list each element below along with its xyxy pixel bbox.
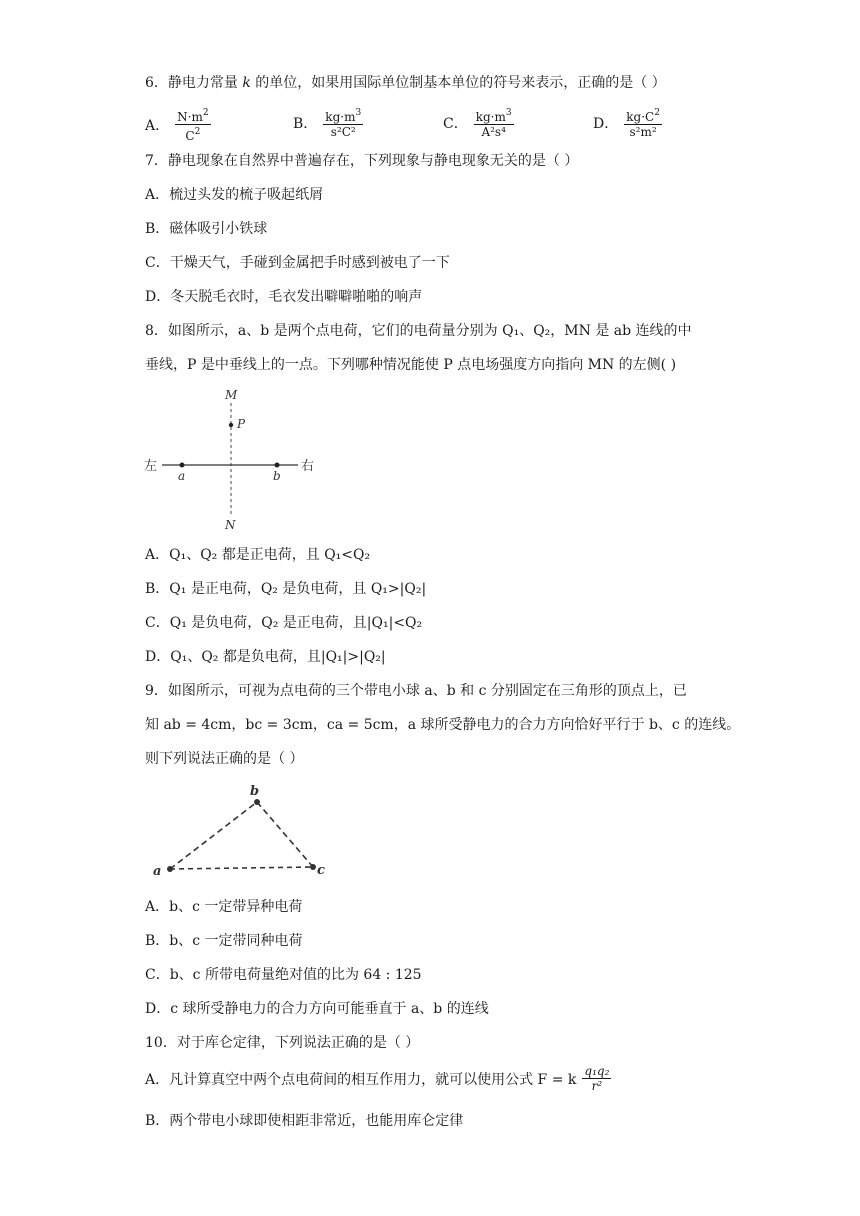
q6-option-b-fraction (323, 106, 363, 139)
q6-option-c-label: C． (443, 115, 468, 132)
q6-stem-k: k (242, 75, 251, 91)
q9-stem-line2: 知 ab = 4cm，bc = 3cm，ca = 5cm，a 球所受静电力的合力方向恰好平行于 b、c 的连线。 (145, 717, 741, 733)
q6-a-num: N·m (177, 110, 203, 124)
q6-d-den: s²m² (629, 125, 657, 139)
q6-c-num: kg·m (475, 110, 506, 124)
q6-a-num-sup: 2 (202, 108, 209, 118)
q8-label-left: 左 (144, 459, 158, 474)
q10-option-a-text: A．凡计算真空中两个点电荷间的相互作用力，就可以使用公式 F = k (145, 1071, 577, 1088)
q6-stem-a: 6．静电力常量 (145, 75, 243, 91)
q8-label-p: P (237, 417, 246, 431)
q8-label-m: M (225, 388, 238, 402)
q6-option-c (443, 106, 514, 139)
q7-option-a: A．梳过头发的梳子吸起纸屑 (145, 187, 324, 203)
q8-stem-line1: 8．如图所示，a、b 是两个点电荷，它们的电荷量分别为 Q₁、Q₂，MN 是 ab 连线的中 (145, 323, 692, 339)
q6-b-num: kg·m (325, 110, 356, 124)
q6-option-b (293, 106, 363, 139)
q6-option-c-fraction (474, 106, 514, 139)
q8-label-b: b (273, 469, 281, 483)
q6-stem-b: 的单位，如果用国际单位制基本单位的符号来表示，正确的是（ ） (250, 75, 666, 91)
q10-option-a (145, 1064, 611, 1093)
q9-ball-b (254, 799, 260, 805)
q6-option-d-fraction (624, 106, 662, 139)
q8-label-n: N (225, 518, 236, 532)
q6-option-d-label: D． (593, 115, 619, 132)
q9-side-bc (257, 802, 313, 867)
q6-option-a (145, 106, 211, 143)
q9-label-c: c (317, 863, 325, 878)
q9-option-b: B．b、c 一定带同种电荷 (145, 933, 303, 949)
q9-label-b: b (250, 784, 260, 799)
q10-formula-fraction (582, 1064, 611, 1093)
q10-formula-den: r² (591, 1079, 603, 1093)
q7-option-d: D．冬天脱毛衣时，毛衣发出噼噼啪啪的响声 (145, 289, 423, 305)
q6-a-den: C (185, 129, 195, 143)
q9-ball-c (310, 864, 316, 870)
q6-d-num: kg·C (626, 110, 655, 124)
q8-option-b: B．Q₁ 是正电荷，Q₂ 是负电荷，且 Q₁>|Q₂| (145, 581, 427, 597)
q9-stem-line3: 则下列说法正确的是（ ） (145, 751, 304, 767)
q7-stem: 7．静电现象在自然界中普遍存在，下列现象与静电现象无关的是（ ） (145, 153, 579, 169)
q10-formula-num: q₁q₂ (584, 1064, 610, 1078)
q8-option-d: D．Q₁、Q₂ 都是负电荷，且|Q₁|>|Q₂| (145, 649, 386, 665)
q8-point-a (180, 463, 185, 468)
q9-side-ab (170, 802, 257, 869)
q10-stem: 10．对于库仑定律，下列说法正确的是（ ） (145, 1035, 420, 1051)
q6-option-b-label: B． (293, 115, 318, 132)
q8-point-p (229, 423, 233, 427)
q6-stem (145, 72, 666, 94)
q6-b-num-sup: 3 (355, 108, 362, 118)
q8-option-c: C．Q₁ 是负电荷，Q₂ 是正电荷，且|Q₁|<Q₂ (145, 615, 423, 631)
q8-figure (140, 385, 330, 535)
q9-option-d: D．c 球所受静电力的合力方向可能垂直于 a、b 的连线 (145, 1001, 489, 1017)
q6-c-den: A²s⁴ (481, 125, 506, 139)
q7-option-b: B．磁体吸引小铁球 (145, 221, 268, 237)
q8-point-b (275, 463, 280, 468)
q7-option-c: C．干燥天气，手碰到金属把手时感到被电了一下 (145, 255, 450, 271)
q6-c-num-sup: 3 (505, 108, 512, 118)
q9-option-a: A．b、c 一定带异种电荷 (145, 899, 303, 915)
q9-ball-a (167, 866, 173, 872)
q6-b-den: s²C² (330, 125, 356, 139)
q9-side-ca (170, 867, 313, 869)
q6-a-den-sup: 2 (194, 127, 201, 137)
q9-option-c: C．b、c 所带电荷量绝对值的比为 64 : 125 (145, 967, 422, 983)
q9-triangle-figure (145, 780, 335, 880)
q8-option-a: A．Q₁、Q₂ 都是正电荷，且 Q₁<Q₂ (145, 547, 371, 563)
q10-option-b: B．两个带电小球即使相距非常近，也能用库仑定律 (145, 1113, 464, 1129)
q6-option-a-label: A． (145, 117, 170, 134)
q8-label-a: a (178, 469, 186, 483)
q6-option-a-fraction (175, 106, 210, 143)
q6-option-d (593, 106, 662, 139)
q6-d-num-sup: 2 (654, 108, 660, 118)
q9-stem-line1: 9．如图所示，可视为点电荷的三个带电小球 a、b 和 c 分别固定在三角形的顶点上，已 (145, 683, 687, 699)
q8-stem-line2: 垂线，P 是中垂线上的一点。下列哪种情况能使 P 点电场强度方向指向 MN 的左侧( ) (145, 357, 677, 373)
q9-label-a: a (153, 864, 162, 879)
q8-label-right: 右 (301, 459, 315, 474)
